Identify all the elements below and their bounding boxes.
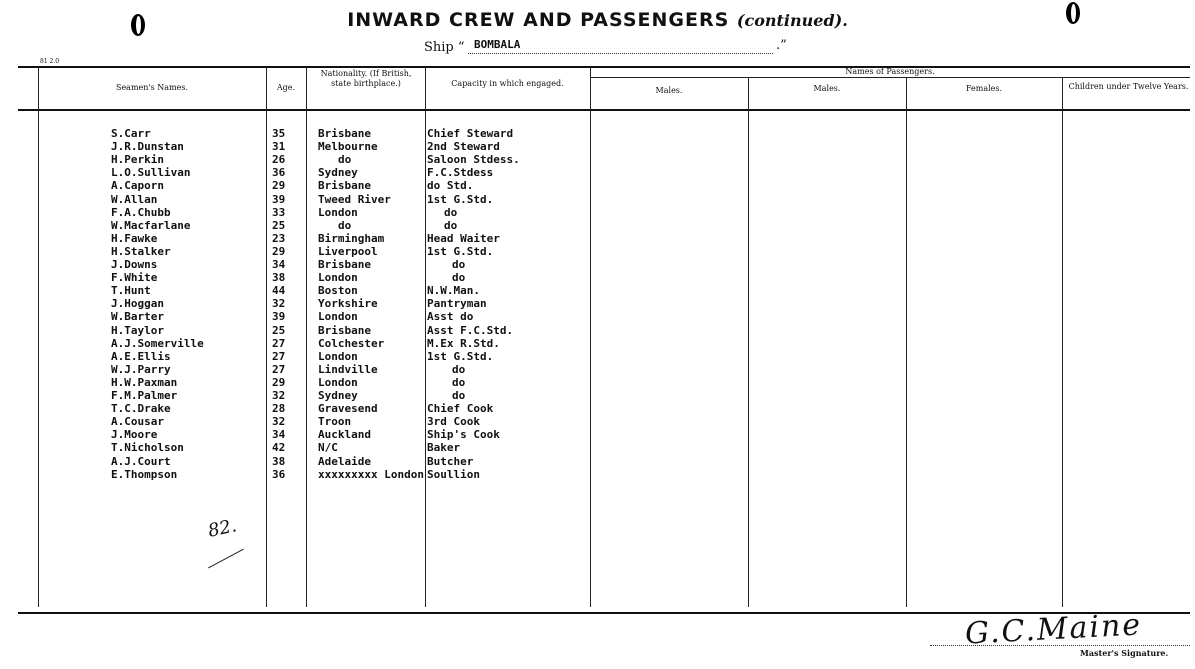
crew-age: 39 <box>272 192 286 206</box>
crew-age: 32 <box>272 415 286 429</box>
crew-capacity: do <box>452 389 466 402</box>
crew-capacity: 1st G.Std. <box>427 349 494 363</box>
crew-capacity: 2nd Steward <box>427 140 500 154</box>
crew-capacity: F.C.Stdess <box>427 166 494 180</box>
col-divider-8 <box>1062 78 1063 607</box>
crew-age: 34 <box>272 258 286 271</box>
crew-capacity: N.W.Man. <box>427 284 480 298</box>
crew-name: T.Nicholson <box>111 441 184 455</box>
crew-capacity: Ship's Cook <box>427 428 500 442</box>
crew-capacity: Baker <box>427 441 461 455</box>
master-signature: G.C.Maine <box>964 607 1143 652</box>
crew-nationality: Colchester <box>318 336 385 350</box>
header-males-1: Males. <box>655 86 683 95</box>
crew-nationality: Troon <box>318 415 352 429</box>
crew-capacity: do <box>452 375 466 389</box>
header-bottom-border <box>18 109 1190 111</box>
crew-nationality: London <box>318 205 358 219</box>
crew-name: W.Barter <box>111 310 164 324</box>
col-divider-6 <box>748 78 749 607</box>
title-main: INWARD CREW AND PASSENGERS <box>347 9 730 31</box>
header-nationality: Nationality. (If British, state birthplace.) <box>320 69 412 88</box>
crew-age: 33 <box>272 205 286 219</box>
crew-name: W.Macfarlane <box>111 218 191 232</box>
crew-age: 25 <box>272 323 286 337</box>
crew-name: F.M.Palmer <box>111 389 178 402</box>
crew-capacity: Asst do <box>427 310 474 324</box>
header-children: Children under Twelve Years. <box>1068 82 1189 91</box>
crew-nationality: London <box>318 310 358 324</box>
passenger-header-divider <box>590 77 1190 78</box>
crew-nationality: Birmingham <box>318 231 385 245</box>
crew-name: A.Cousar <box>111 415 164 429</box>
crew-nationality: Boston <box>318 284 358 298</box>
crew-age: 26 <box>272 153 286 167</box>
crew-nationality: Brisbane <box>318 323 371 337</box>
crew-nationality: London <box>318 375 358 389</box>
crew-age: 27 <box>272 336 286 350</box>
crew-name: F.A.Chubb <box>111 205 171 219</box>
crew-age: 44 <box>272 284 286 298</box>
col-divider-3 <box>306 67 307 607</box>
crew-nationality: Gravesend <box>318 402 378 416</box>
crew-capacity: Pantryman <box>427 297 487 311</box>
crew-age: 38 <box>272 271 286 285</box>
header-names: Seamen's Names. <box>115 83 189 92</box>
crew-age: 23 <box>272 231 286 245</box>
crew-age: 36 <box>272 166 286 180</box>
crew-age: 42 <box>272 441 286 455</box>
crew-nationality: London <box>318 271 358 285</box>
crew-age: 35 <box>272 127 286 140</box>
ship-dotted-line <box>468 53 773 54</box>
crew-name: A.J.Somerville <box>111 336 204 350</box>
crew-name: H.W.Paxman <box>111 375 178 389</box>
title-continued: (continued). <box>736 11 848 30</box>
crew-nationality: Yorkshire <box>318 297 378 311</box>
crew-name: J.R.Dunstan <box>111 140 184 154</box>
crew-nationality: Liverpool <box>318 244 378 258</box>
crew-name: A.E.Ellis <box>111 349 171 363</box>
crew-name: W.J.Parry <box>111 362 171 376</box>
crew-age: 29 <box>272 244 286 258</box>
header-age: Age. <box>276 83 296 92</box>
crew-capacity: 1st G.Std. <box>427 192 494 206</box>
crew-nationality: London <box>318 349 358 363</box>
crew-nationality: Brisbane <box>318 127 371 140</box>
crew-name: F.White <box>111 271 158 285</box>
crew-capacity: 1st G.Std. <box>427 244 494 258</box>
crew-age: 36 <box>272 467 286 481</box>
crew-capacity: Soullion <box>427 467 480 481</box>
col-divider-1 <box>38 67 39 607</box>
crew-age: 39 <box>272 310 286 324</box>
crew-nationality: Lindville <box>318 362 378 376</box>
crew-nationality: Tweed River <box>318 192 391 206</box>
crew-nationality: Melbourne <box>318 140 378 154</box>
crew-nationality: Sydney <box>318 389 358 402</box>
crew-capacity: do <box>452 258 466 271</box>
crew-age: 25 <box>272 218 286 232</box>
crew-name: T.C.Drake <box>111 402 171 416</box>
crew-name: S.Carr <box>111 127 151 140</box>
crew-age: 27 <box>272 362 286 376</box>
form-number: 81 2.0 <box>40 58 60 65</box>
header-capacity: Capacity in which engaged. <box>451 79 564 88</box>
crew-name: T.Hunt <box>111 284 151 298</box>
crew-nationality: N/C <box>318 441 338 455</box>
crew-age: 32 <box>272 389 286 402</box>
crew-nationality: Adelaide <box>318 454 371 468</box>
crew-age: 34 <box>272 428 286 442</box>
crew-capacity: M.Ex R.Std. <box>427 336 500 350</box>
crew-age: 31 <box>272 140 286 154</box>
crew-capacity: Chief Steward <box>427 127 514 140</box>
crew-nationality: Brisbane <box>318 179 371 193</box>
crew-name: A.Caporn <box>111 179 164 193</box>
col-divider-5 <box>590 67 591 607</box>
header-males-2: Males. <box>813 84 841 93</box>
crew-capacity: Head Waiter <box>427 231 500 245</box>
crew-age: 27 <box>272 349 286 363</box>
crew-name: W.Allan <box>111 192 158 206</box>
crew-age: 38 <box>272 454 286 468</box>
crew-nationality: xxxxxxxxx London <box>318 467 424 481</box>
crew-name: J.Hoggan <box>111 297 164 311</box>
header-females: Females. <box>965 84 1003 93</box>
crew-name: H.Stalker <box>111 244 171 258</box>
crew-name: A.J.Court <box>111 454 171 468</box>
crew-name: J.Moore <box>111 428 158 442</box>
crew-name: L.O.Sullivan <box>111 166 191 180</box>
col-divider-4 <box>425 67 426 607</box>
header-passengers: Names of Passengers. <box>845 67 935 76</box>
crew-name: H.Taylor <box>111 323 164 337</box>
crew-nationality: Sydney <box>318 166 358 180</box>
signature-label: Master's Signature. <box>1080 648 1169 658</box>
crew-age: 29 <box>272 375 286 389</box>
crew-nationality: do <box>338 153 352 167</box>
crew-age: 32 <box>272 297 286 311</box>
crew-nationality: Brisbane <box>318 258 371 271</box>
crew-name: E.Thompson <box>111 467 178 481</box>
margin-note: 82. <box>206 515 239 542</box>
ship-end-quote: .” <box>776 38 787 53</box>
signature-line <box>930 645 1190 646</box>
crew-capacity: do <box>444 205 458 219</box>
crew-capacity: Asst F.C.Std. <box>427 323 514 337</box>
crew-capacity: 3rd Cook <box>427 415 480 429</box>
crew-age: 28 <box>272 402 286 416</box>
crew-name: J.Downs <box>111 258 158 271</box>
crew-capacity: Butcher <box>427 454 474 468</box>
crew-capacity: do <box>444 218 458 232</box>
col-divider-7 <box>906 78 907 607</box>
crew-capacity: Saloon Stdess. <box>427 153 520 167</box>
col-divider-2 <box>266 67 267 607</box>
crew-capacity: do <box>452 271 466 285</box>
crew-name: H.Fawke <box>111 231 158 245</box>
crew-capacity: do Std. <box>427 179 474 193</box>
crew-nationality: Auckland <box>318 428 371 442</box>
crew-capacity: do <box>452 362 466 376</box>
ship-name: BOMBALA <box>474 38 521 51</box>
crew-name: H.Perkin <box>111 153 164 167</box>
ship-label: Ship “ <box>424 40 465 55</box>
crew-capacity: Chief Cook <box>427 402 494 416</box>
crew-age: 29 <box>272 179 286 193</box>
page-title <box>0 9 1195 31</box>
margin-note-stroke <box>208 549 244 569</box>
crew-nationality: do <box>338 218 352 232</box>
